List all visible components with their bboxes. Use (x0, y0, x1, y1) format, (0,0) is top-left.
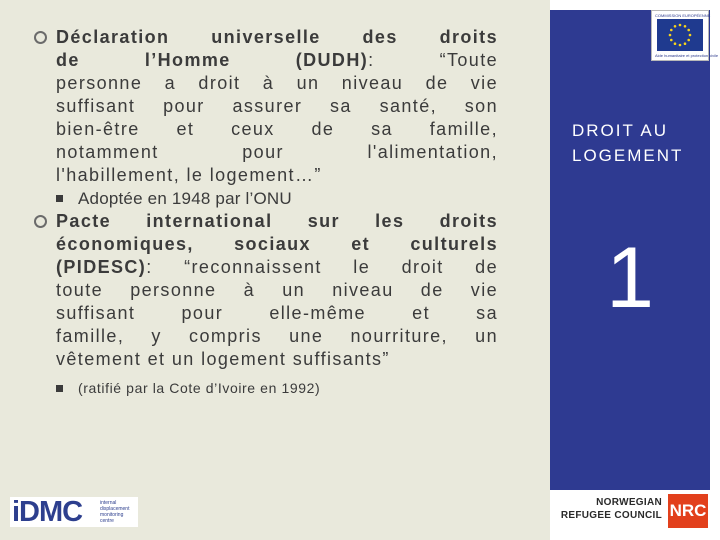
bullet-line: l'habillement, le logement…” (56, 165, 322, 185)
idmc-wordmark: iDMC (12, 496, 83, 528)
bullet-line: famille, y compris une nourriture, un (56, 326, 498, 346)
square-bullet-icon (56, 195, 63, 202)
panel-divider (540, 0, 550, 540)
bullet-line: suffisant pour assurer sa santé, son (56, 96, 498, 116)
nrc-name-line1: NORWEGIAN (596, 497, 662, 508)
square-bullet-icon (56, 385, 63, 392)
bullet-bold-text: de l’Homme (DUDH) (56, 50, 369, 70)
slide-number: 1 (606, 230, 654, 326)
bullet-line: personne a droit à un niveau de vie (56, 73, 498, 93)
sub-bullet-text: (ratifié par la Cote d’Ivoire en 1992) (78, 380, 321, 396)
bullet-line (56, 49, 498, 72)
idmc-logo (10, 497, 138, 527)
sub-bullet-text: Adoptée en 1948 par l’ONU (78, 189, 292, 208)
side-title (572, 118, 712, 168)
nrc-name (561, 496, 662, 522)
bullet-dudh (56, 26, 498, 187)
circle-bullet-icon (34, 31, 47, 44)
bullet-line: vêtement et un logement suffisants” (56, 349, 390, 369)
slide-body (56, 26, 498, 400)
bullet-line: toute personne à un niveau de vie (56, 280, 498, 300)
idmc-caption: internal displacement monitoring centre (100, 500, 130, 524)
eu-echo-logo (651, 10, 719, 61)
bullet-pidesc (56, 210, 498, 371)
bullet-text: : “Toute (368, 50, 499, 70)
bullet-line: économiques, sociaux et culturels (56, 234, 498, 254)
eu-caption-bottom: Aide humanitaire et protection civile (655, 53, 719, 58)
eu-flag-icon (657, 19, 703, 51)
nrc-badge: NRC (668, 494, 708, 528)
bullet-bold-text: (PIDESC) (56, 257, 147, 277)
bullet-line: bien-être et ceux de sa famille, (56, 119, 498, 139)
sub-bullet-ratification (56, 377, 498, 400)
side-title-line2: LOGEMENT (572, 146, 684, 165)
bullet-line (56, 256, 498, 279)
bullet-text: : “reconnaissent le droit de (146, 257, 498, 277)
sub-bullet-adoption (56, 187, 498, 210)
bullet-line: suffisant pour elle-même et sa (56, 303, 498, 323)
bullet-line: Pacte international sur les droits (56, 211, 498, 231)
nrc-name-line2: REFUGEE COUNCIL (560, 510, 662, 521)
bullet-line: notamment pour l'alimentation, (56, 142, 498, 162)
nrc-logo (552, 490, 710, 532)
bullet-line: Déclaration universelle des droits (56, 27, 498, 47)
side-title-line1: DROIT AU (572, 121, 668, 140)
eu-caption-top: COMMISSION EUROPÉENNE (655, 13, 711, 18)
circle-bullet-icon (34, 215, 47, 228)
